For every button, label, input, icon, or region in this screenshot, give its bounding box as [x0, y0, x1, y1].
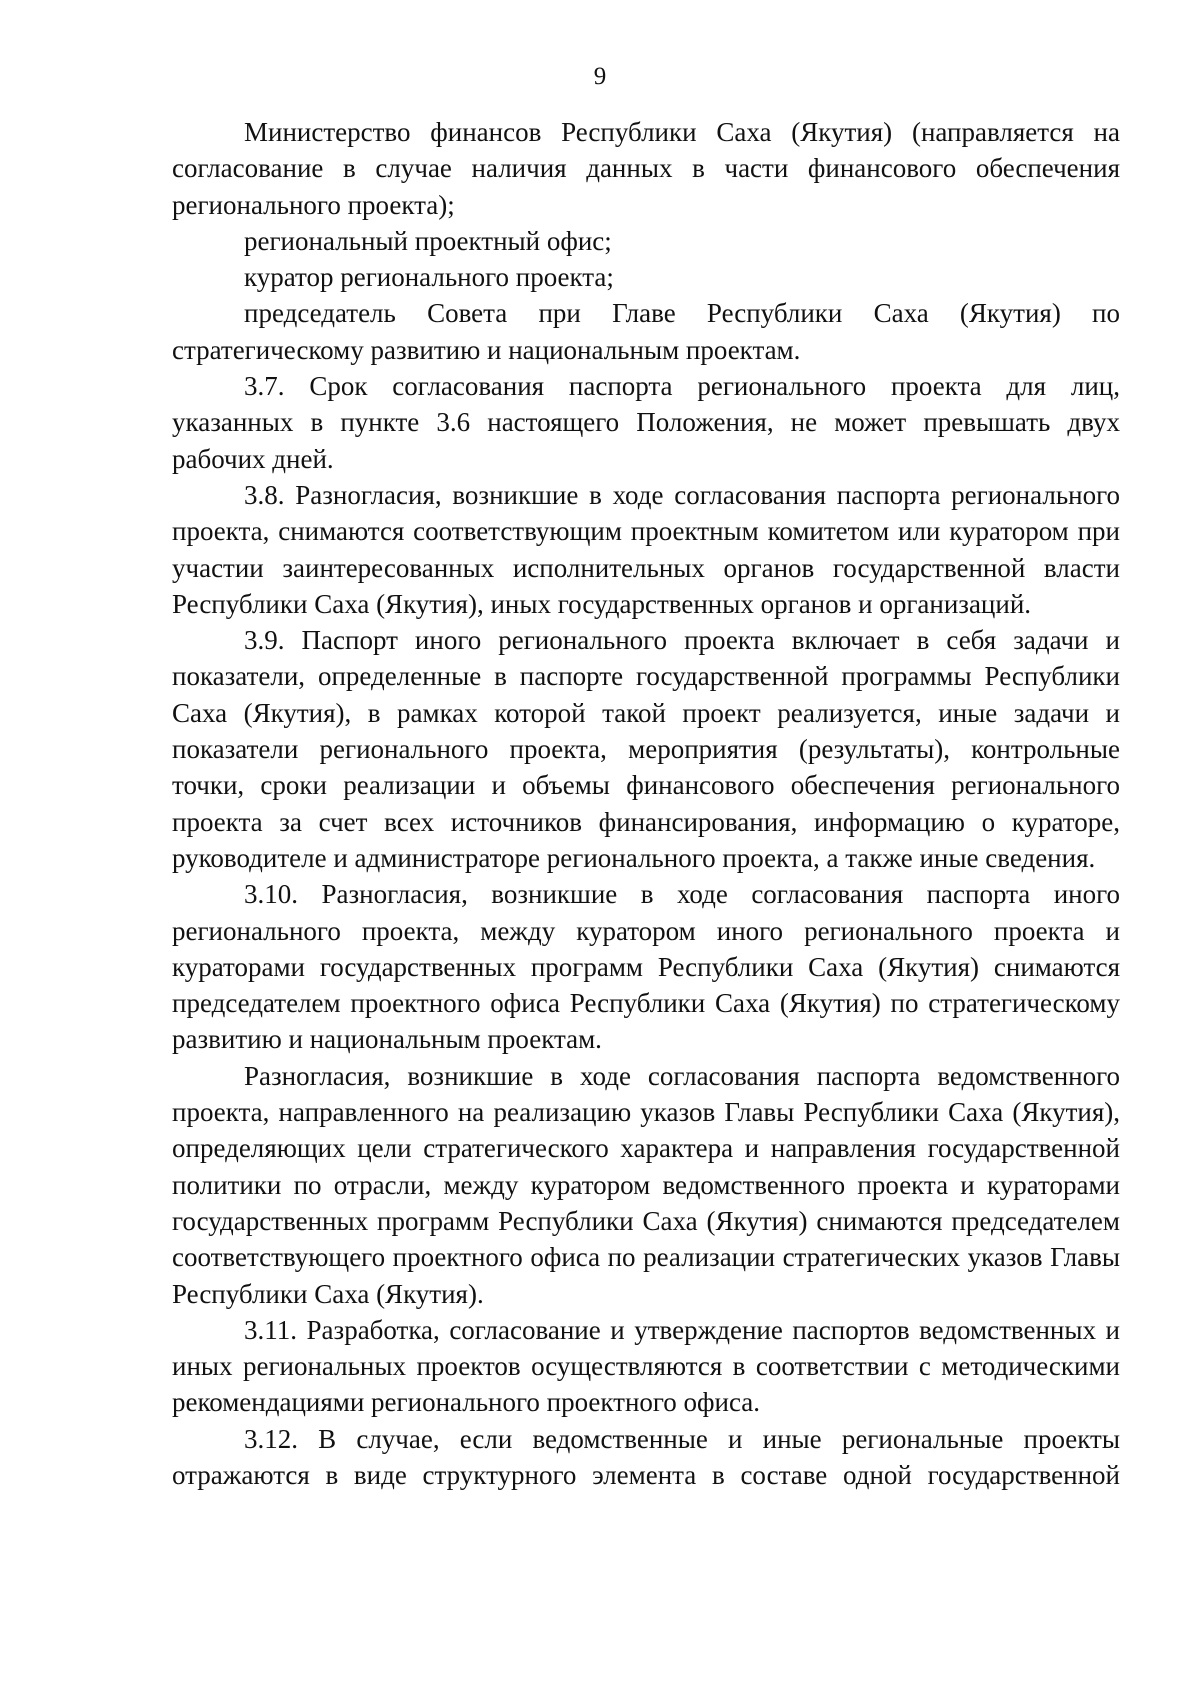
paragraph-3-10: 3.10. Разногласия, возникшие в ходе согласования паспорта иного регионального проекта, между куратором иного регионального проекта и кураторами государственных программ Республики Саха (Якутия) снимаются председателем проектного офиса Республики Саха (Якутия) по стратегическому развитию и национальным проектам. — [172, 879, 1120, 1055]
page-number: 9 — [593, 63, 607, 90]
paragraph-3-9: 3.9. Паспорт иного регионального проекта включает в себя задачи и показатели, определенные в паспорте государственной программы Республики Саха (Якутия), в рамках которой такой проект реализуется, иные задачи и показатели регионального проекта, мероприятия (результаты), контрольные точки, сроки реализации и объемы финансового обеспечения регионального проекта за счет всех источников финансирования, информацию о кураторе, руководителе и администраторе регионального проекта, а также иные сведения. — [172, 625, 1120, 873]
document-body — [172, 114, 1120, 1493]
paragraph-3-11: 3.11. Разработка, согласование и утверждение паспортов ведомственных и иных региональных проектов осуществляются в соответствии с методическими рекомендациями регионального проектного офиса. — [172, 1314, 1120, 1418]
paragraph-council-chairman: председатель Совета при Главе Республики Саха (Якутия) по стратегическому развитию и национальным проектам. — [172, 298, 1120, 365]
paragraph-ministry-finance: Министерство финансов Республики Саха (Якутия) (направляется на согласование в случае наличия данных в части финансового обеспечения регионального проекта); — [172, 117, 1120, 220]
paragraph-3-7: 3.7. Срок согласования паспорта регионального проекта для лиц, указанных в пункте 3.6 настоящего Положения, не может превышать двух рабочих дней. — [172, 371, 1120, 474]
paragraph-project-curator: куратор регионального проекта; — [244, 262, 614, 293]
paragraph-3-12: 3.12. В случае, если ведомственные и иные региональные проекты отражаются в виде структурного элемента в составе одной государственной — [172, 1423, 1120, 1490]
paragraph-3-8: 3.8. Разногласия, возникшие в ходе согласования паспорта регионального проекта, снимаются соответствующим проектным комитетом или куратором при участии заинтересованных исполнительных органов государственной власти Республики Саха (Якутия), иных государственных органов и организаций. — [172, 479, 1120, 619]
paragraph-disagreements-departmental: Разногласия, возникшие в ходе согласования паспорта ведомственного проекта, направленного на реализацию указов Главы Республики Саха (Якутия), определяющих цели стратегического характера и направления государственной политики по отрасли, между куратором ведомственного проекта и кураторами государственных программ Республики Саха (Якутия) снимаются председателем соответствующего проектного офиса по реализации стратегических указов Главы Республики Саха (Якутия). — [172, 1060, 1120, 1309]
paragraph-regional-office: региональный проектный офис; — [244, 225, 612, 256]
